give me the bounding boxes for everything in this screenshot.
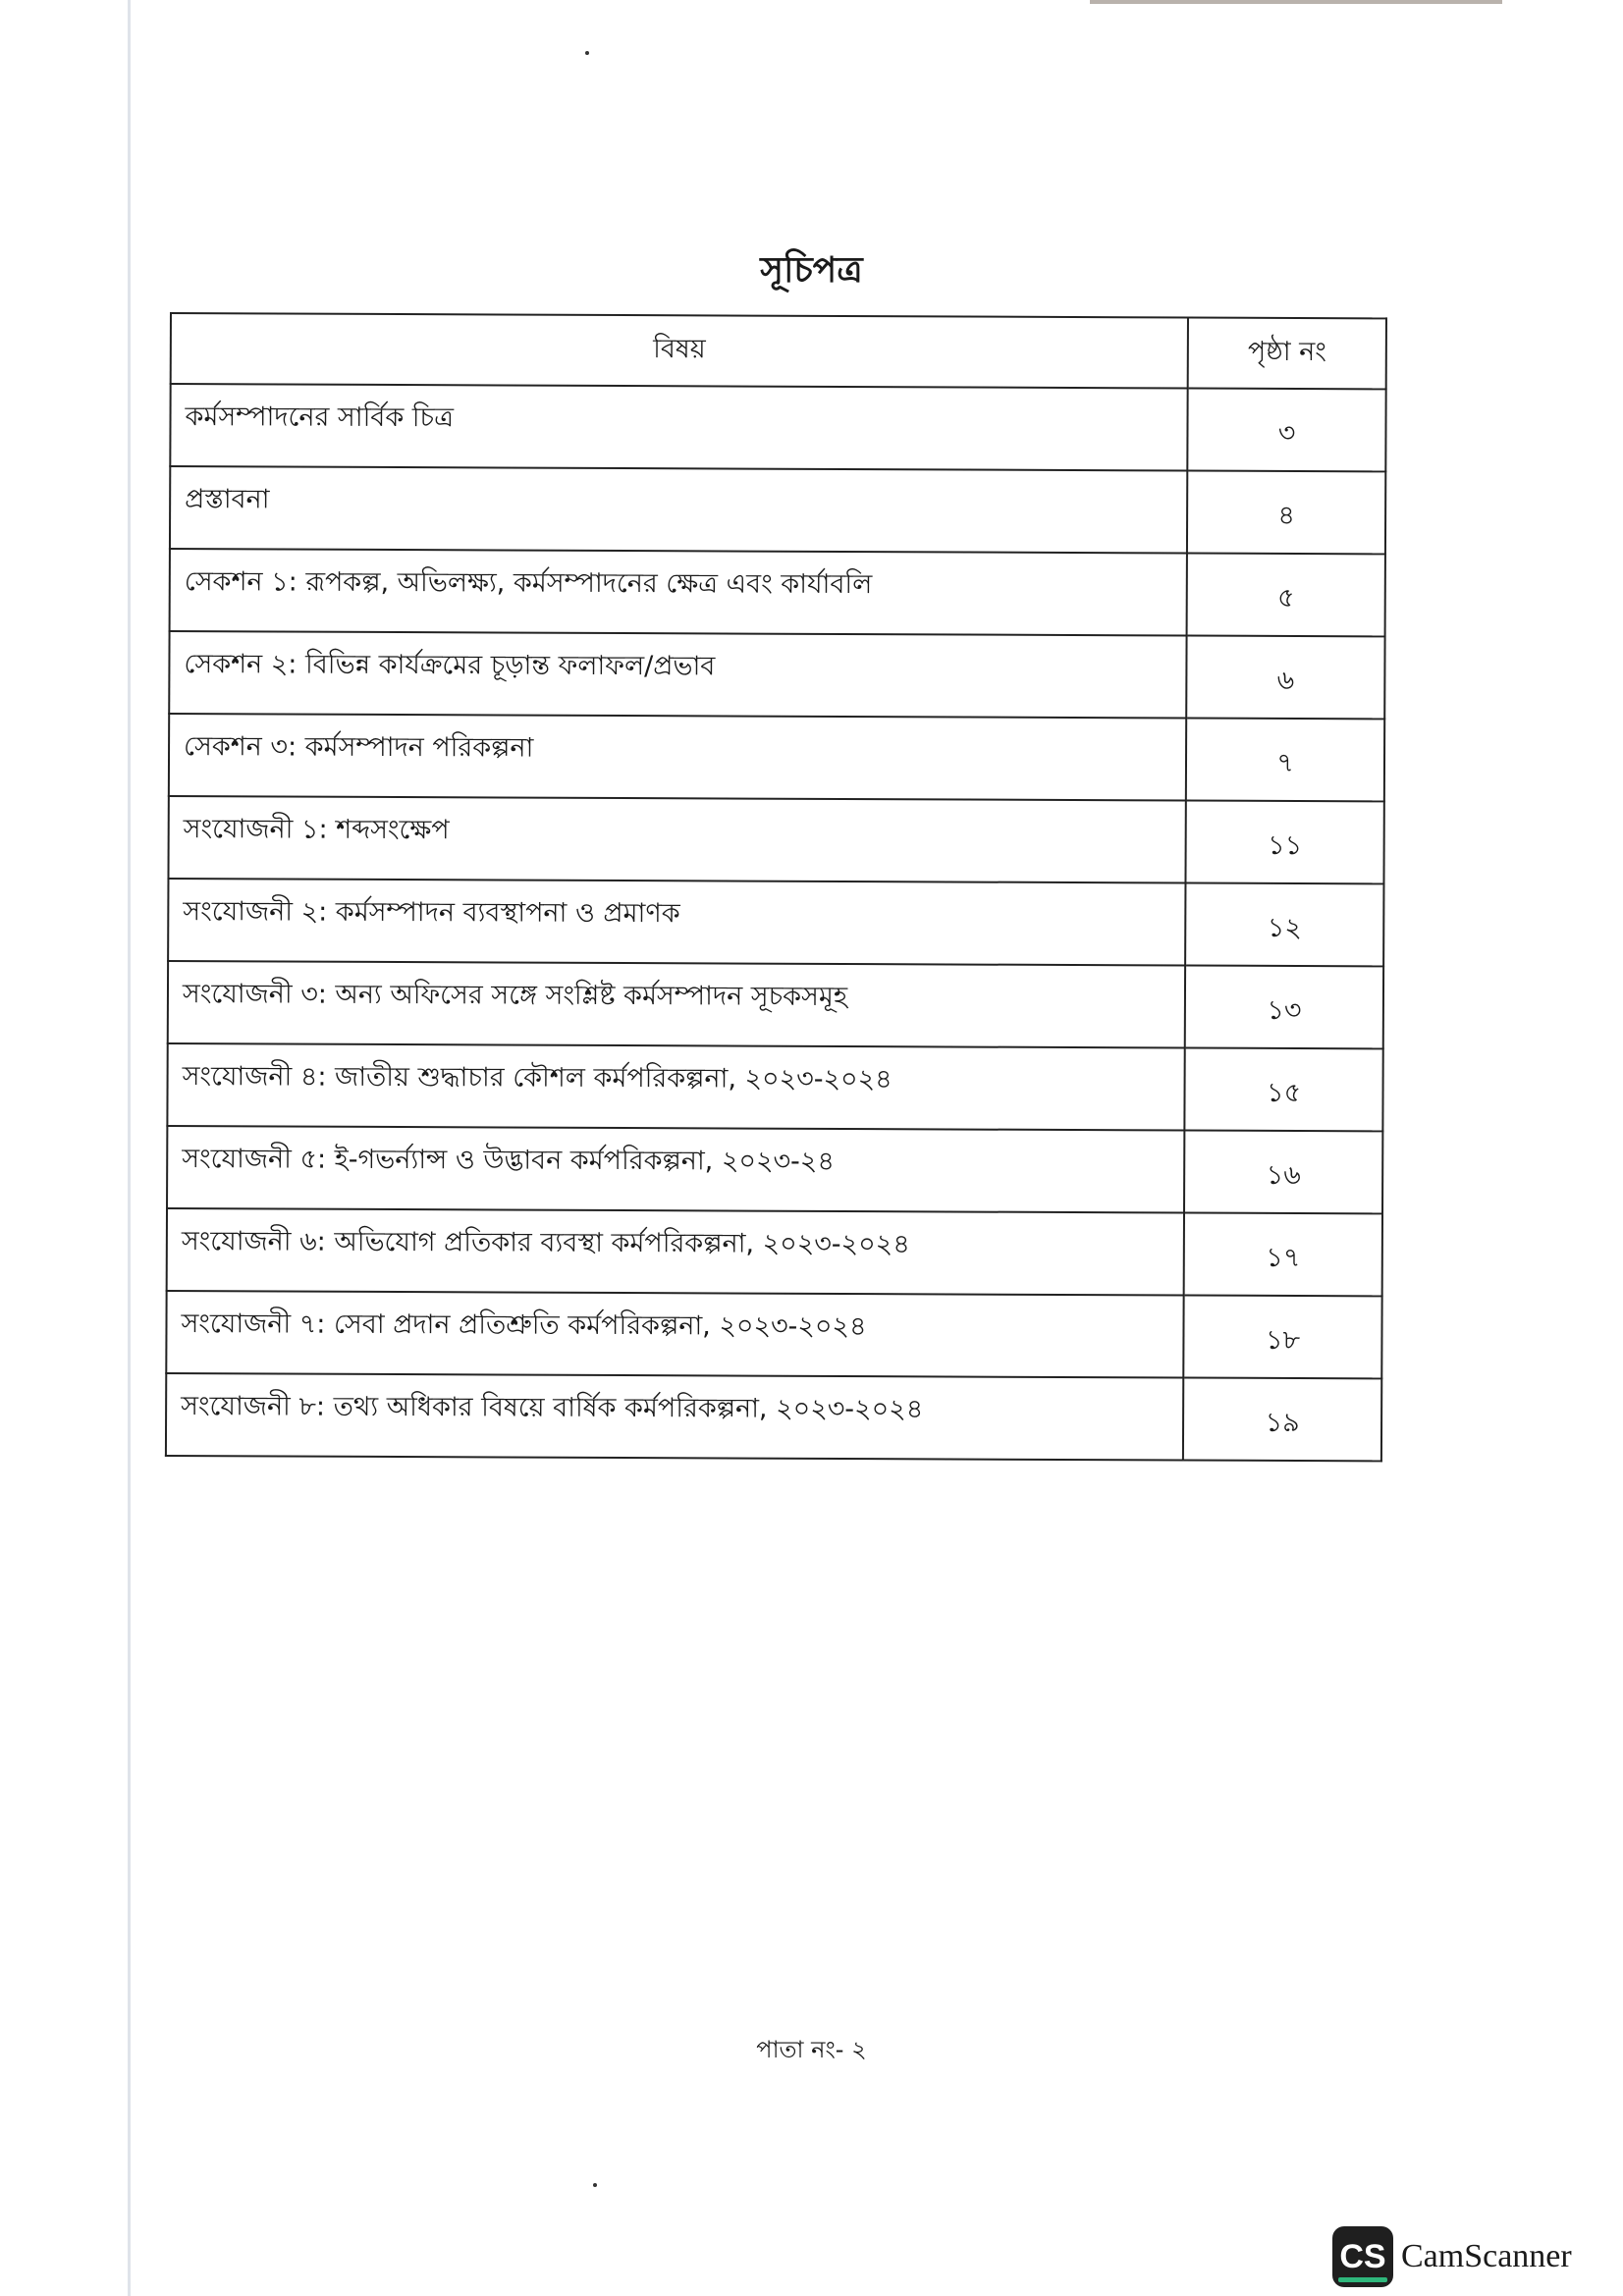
toc-row <box>170 549 1385 636</box>
toc-row-subject: সংযোজনী ৩: অন্য অফিসের সঙ্গে সংশ্লিষ্ট কর্মসম্পাদন সূচকসমূহ <box>168 961 1186 1048</box>
toc-row <box>167 1208 1382 1296</box>
toc-row <box>167 1126 1382 1213</box>
toc-row-subject: সংযোজনী ৬: অভিযোগ প্রতিকার ব্যবস্থা কর্মপরিকল্পনা, ২০২৩-২০২৪ <box>167 1208 1185 1296</box>
toc-row <box>169 631 1384 719</box>
toc-row-page: ১১ <box>1186 801 1384 884</box>
toc-row-page: ৬ <box>1186 636 1384 720</box>
toc-row <box>168 796 1383 883</box>
page-number-footer: পাতা নং- ২ <box>756 2036 867 2063</box>
toc-row <box>168 961 1383 1048</box>
toc-row-page: ১৬ <box>1184 1131 1382 1214</box>
toc-row <box>167 1043 1382 1131</box>
toc-row <box>169 714 1384 801</box>
toc-row-page: ১৭ <box>1184 1213 1382 1297</box>
toc-row-subject: কর্মসম্পাদনের সার্বিক চিত্র <box>170 384 1188 471</box>
toc-row-subject: সংযোজনী ২: কর্মসম্পাদন ব্যবস্থাপনা ও প্রমাণক <box>168 879 1186 966</box>
toc-row-subject: প্রস্তাবনা <box>170 466 1188 554</box>
scan-top-smudge <box>1090 0 1502 4</box>
scan-speck <box>593 2183 597 2187</box>
camscanner-brand-text: CamScanner <box>1401 2238 1572 2274</box>
toc-row-page: ৩ <box>1187 389 1385 472</box>
toc-header-page: পৃষ্ঠা নং <box>1188 318 1386 390</box>
toc-row-subject: সংযোজনী ৭: সেবা প্রদান প্রতিশ্রুতি কর্মপরিকল্পনা, ২০২৩-২০২৪ <box>166 1291 1184 1378</box>
toc-row <box>168 879 1383 966</box>
page-title: সূচিপত্র <box>760 250 863 291</box>
toc-row-page: ১৮ <box>1183 1296 1381 1379</box>
toc-row-page: ১৫ <box>1185 1048 1383 1132</box>
toc-row <box>170 466 1385 554</box>
toc-header-subject: বিষয় <box>171 313 1188 389</box>
toc-row-page: ১৩ <box>1185 966 1383 1049</box>
toc-row-subject: সংযোজনী ১: শব্দসংক্ষেপ <box>168 796 1186 883</box>
toc-row-subject: সংযোজনী ৮: তথ্য অধিকার বিষয়ে বার্ষিক কর্মপরিকল্পনা, ২০২৩-২০২৪ <box>166 1373 1184 1461</box>
scan-page-edge <box>128 0 131 2296</box>
toc-row-subject: সেকশন ২: বিভিন্ন কার্যক্রমের চূড়ান্ত ফলাফল/প্রভাব <box>169 631 1187 719</box>
toc-row <box>170 384 1385 471</box>
toc-row-subject: সংযোজনী ৫: ই-গভর্ন্যান্স ও উদ্ভাবন কর্মপরিকল্পনা, ২০২৩-২৪ <box>167 1126 1185 1213</box>
camscanner-logo-text: CS <box>1339 2237 1386 2275</box>
toc-row-page: ৫ <box>1187 554 1385 637</box>
scan-speck <box>585 51 589 55</box>
toc-row-page: ৭ <box>1186 719 1384 802</box>
toc-row <box>166 1373 1381 1461</box>
toc-row-subject: সেকশন ৩: কর্মসম্পাদন পরিকল্পনা <box>169 714 1187 801</box>
toc-row <box>166 1291 1381 1378</box>
toc-row-subject: সেকশন ১: রূপকল্প, অভিলক্ষ্য, কর্মসম্পাদনের ক্ষেত্র এবং কার্যাবলি <box>170 549 1188 636</box>
toc-row-page: ১২ <box>1185 883 1383 967</box>
toc-row-page: ৪ <box>1187 471 1385 555</box>
toc-row-subject: সংযোজনী ৪: জাতীয় শুদ্ধাচার কৌশল কর্মপরিকল্পনা, ২০২৩-২০২৪ <box>167 1043 1185 1131</box>
toc-header-row <box>171 313 1386 389</box>
toc-table <box>165 312 1387 1462</box>
camscanner-watermark <box>1332 2226 1572 2287</box>
toc-row-page: ১৯ <box>1183 1378 1381 1462</box>
camscanner-logo-icon <box>1332 2226 1393 2287</box>
